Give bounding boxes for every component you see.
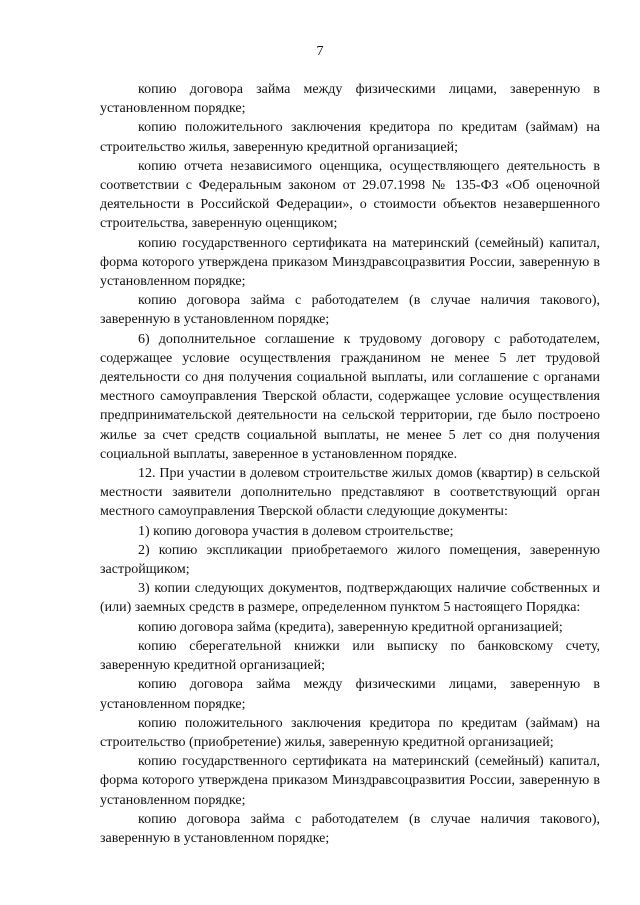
paragraph: 12. При участии в долевом строительстве жилых домов (квартир) в сельской местности заявители дополнительно представляют в соответствующий орган местного самоуправления Тверской области следующие документы: — [100, 466, 600, 520]
paragraph: копию договора займа между физическими лицами, заверенную в установленном порядке; — [100, 82, 600, 117]
paragraph: копию государственного сертификата на материнский (семейный) капитал, форма которого утверждена приказом Минздравсоцразвития России, заверенную в установленном порядке; — [100, 235, 600, 290]
paragraph: копию договора займа (кредита), заверенную кредитной организацией; — [138, 619, 563, 635]
paragraph: копию положительного заключения кредитора по кредитам (займам) на строительство (приобретение) жилья, заверенную кредитной организацией; — [100, 715, 600, 750]
paragraph: копию договора займа между физическими лицами, заверенную в установленном порядке; — [100, 677, 600, 712]
list-item: 2) копию экспликации приобретаемого жилого помещения, заверенную застройщиком; — [100, 542, 600, 578]
list-item: 1) копию договора участия в долевом строительстве; — [138, 523, 454, 539]
paragraph: копию договора займа с работодателем (в случае наличия такового), заверенную в установленном порядке; — [100, 293, 600, 328]
paragraph: 6) дополнительное соглашение к трудовому договору с работодателем, содержащее условие осуществления гражданином не менее 5 лет трудовой деятельности со дня получения социальной выплаты, или соглашение с органами местного самоуправления Тверской области, содержащее условие осуществления предпринимательской деятельности на сельской территории, где было построено жилье за счет средств социальной выплаты, не менее 5 лет со дня получения социальной выплаты, заверенное в установленном порядке. — [100, 331, 600, 462]
page-number: 7 — [316, 44, 324, 59]
paragraph: копию договора займа с работодателем (в случае наличия такового), заверенную в установленном порядке; — [100, 811, 600, 846]
paragraph: копию государственного сертификата на материнский (семейный) капитал, форма которого утверждена приказом Минздравсоцразвития России, заверенную в установленном порядке; — [100, 754, 600, 808]
document-body — [100, 80, 600, 848]
paragraph: копию сберегательной книжки или выписку по банковскому счету, заверенную кредитной организацией; — [100, 638, 600, 674]
paragraph: копию отчета независимого оценщика, осуществляющего деятельность в соответствии с Федеральным законом от 29.07.1998 № 135-ФЗ «Об оценочной деятельности в Российской Федерации», о стоимости объектов незавершенного строительства, заверенную оценщиком; — [100, 158, 600, 232]
list-item: 3) копии следующих документов, подтверждающих наличие собственных и (или) заемных средств в размере, определенном пунктом 5 настоящего Порядка: — [100, 581, 600, 616]
paragraph: копию положительного заключения кредитора по кредитам (займам) на строительство жилья, заверенную кредитной организацией; — [100, 120, 600, 155]
